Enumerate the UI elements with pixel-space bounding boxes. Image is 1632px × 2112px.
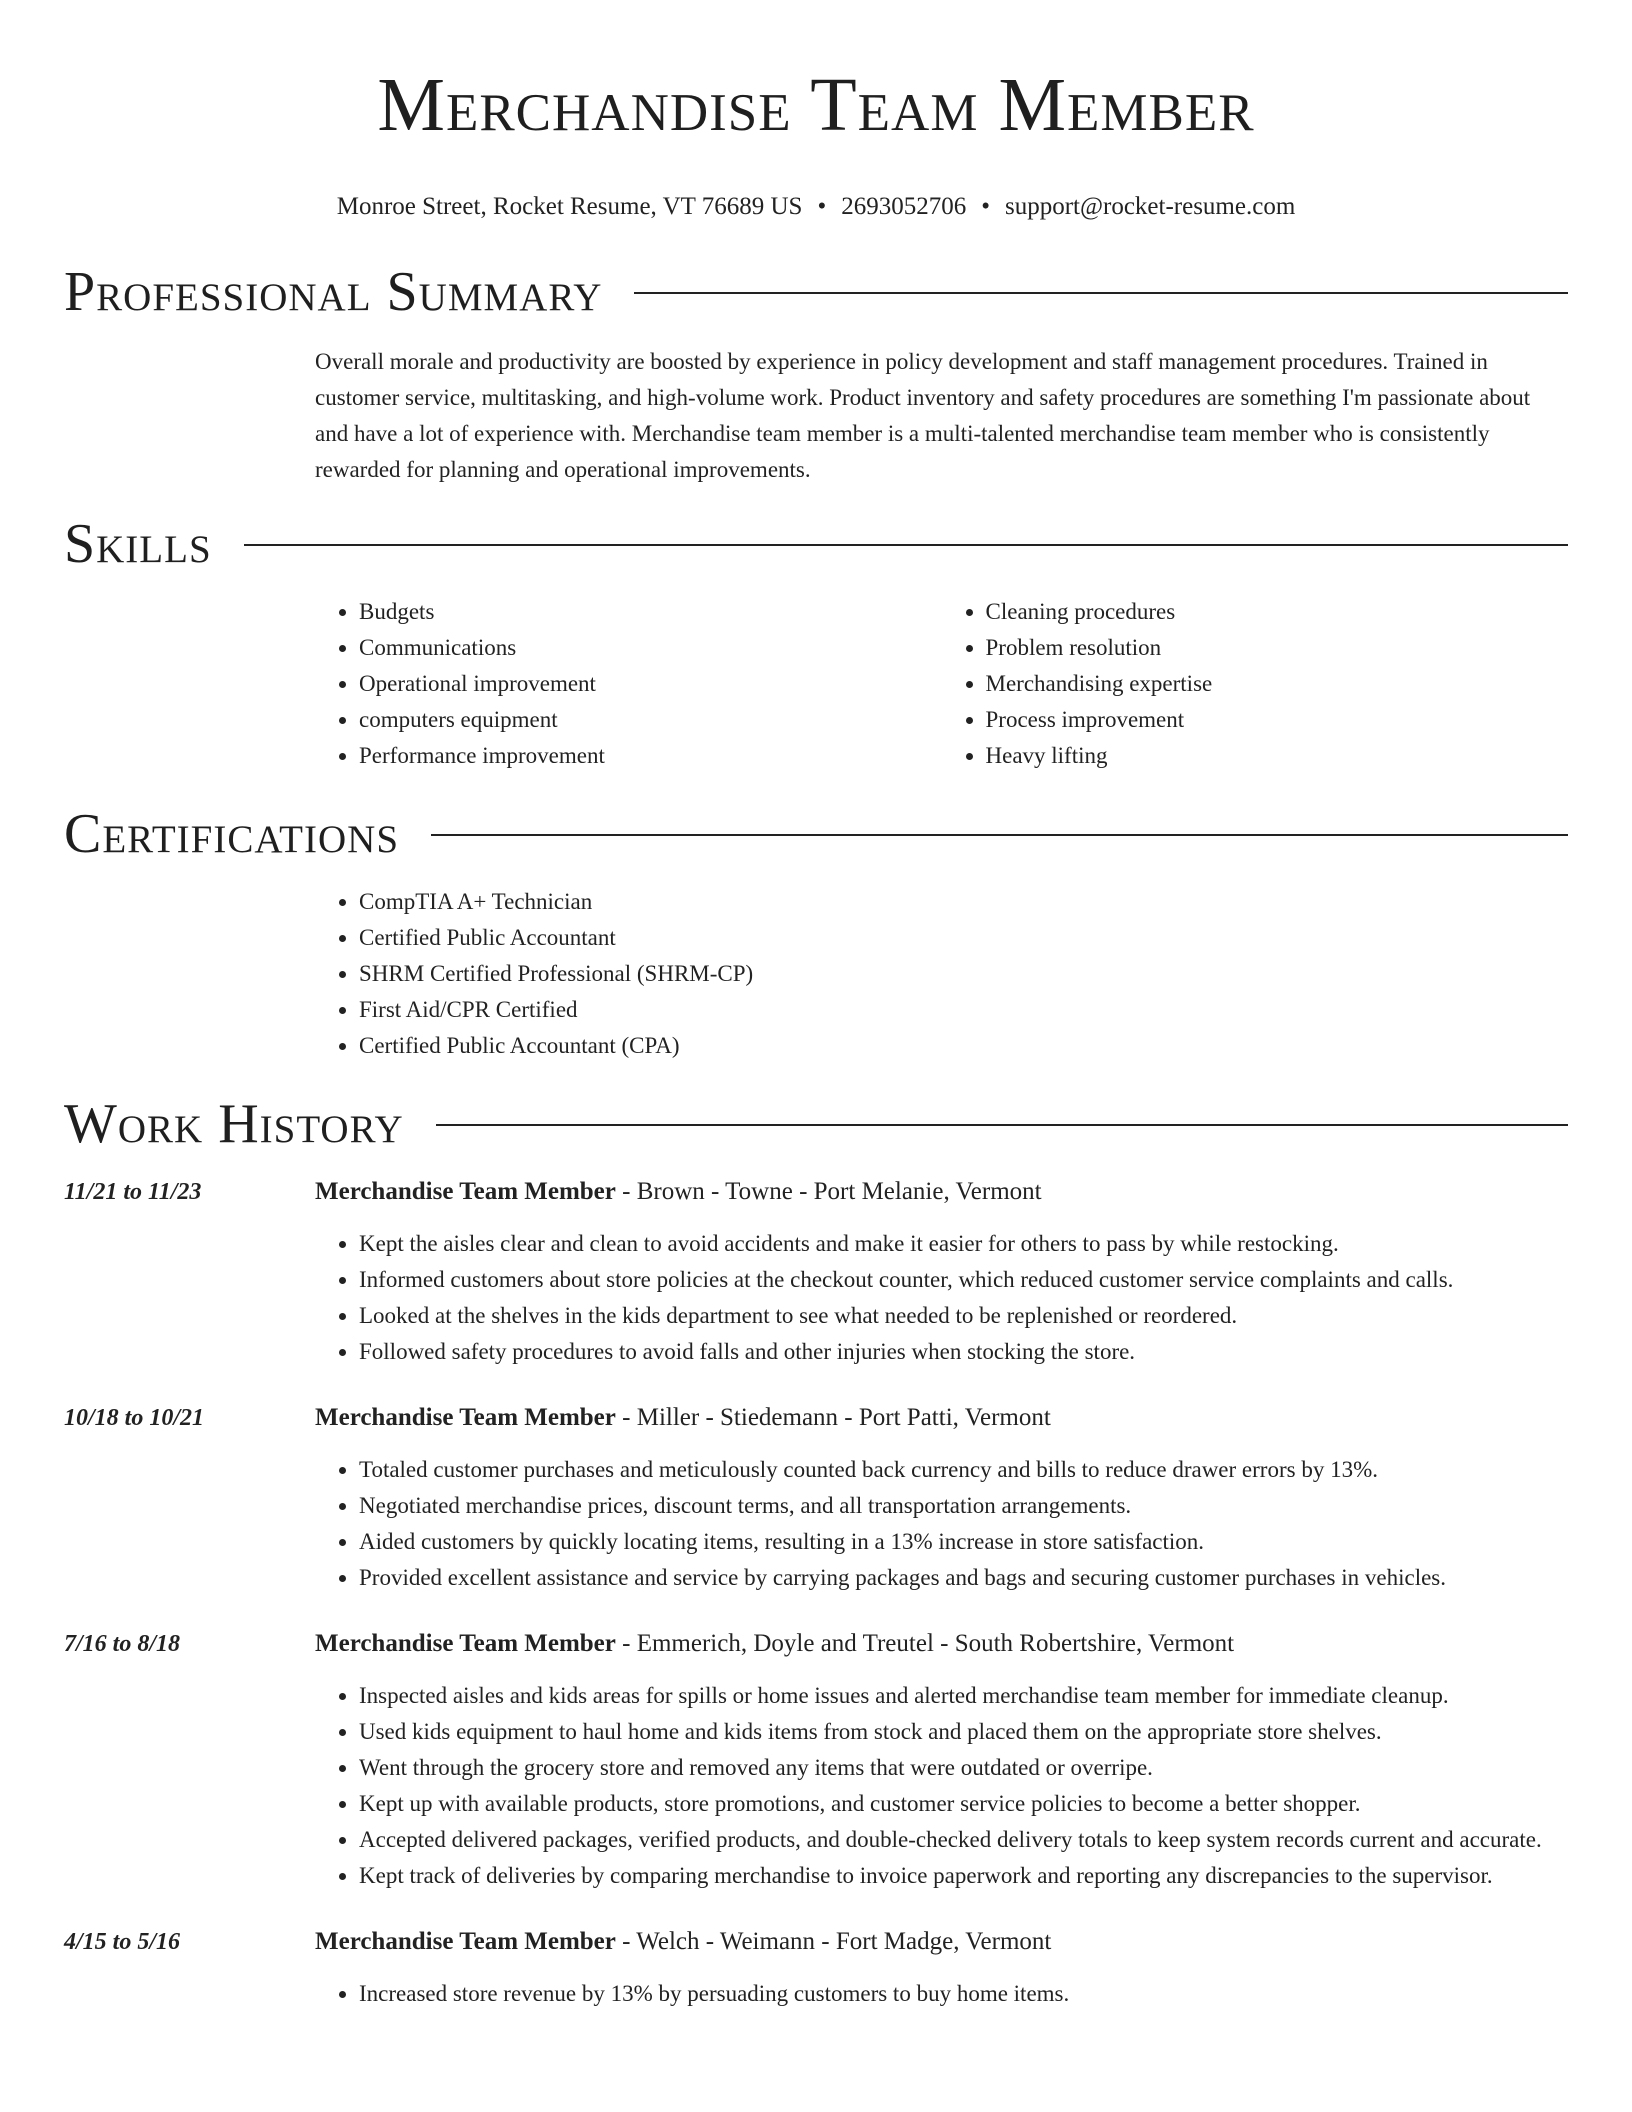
contact-address: Monroe Street, Rocket Resume, VT 76689 US — [336, 193, 803, 220]
job-employer: - Emmerich, Doyle and Treutel - South Robertshire, Vermont — [615, 1630, 1235, 1657]
job-bullet: • Inspected aisles and kids areas for spills or home issues and alerted merchandise team member for immediate cleanup. — [359, 1678, 1568, 1714]
job-role: Merchandise Team Member — [315, 1928, 616, 1955]
contact-phone: 2693052706 — [841, 193, 967, 220]
job-bullet: • Accepted delivered packages, verified products, and double-checked delivery totals to keep system records current and accurate. — [359, 1822, 1568, 1858]
skill-item: • Budgets — [359, 594, 942, 630]
certification-item: • First Aid/CPR Certified — [359, 992, 1568, 1028]
skills-heading: Skills — [64, 513, 212, 575]
job-bullets — [315, 1976, 1568, 2012]
job-dates: 11/21 to 11/23 — [64, 1179, 202, 1205]
job-bullet: • Looked at the shelves in the kids department to see what needed to be replenished or reordered. — [359, 1298, 1568, 1334]
job-bullet: • Followed safety procedures to avoid falls and other injuries when stocking the store. — [359, 1334, 1568, 1370]
job-role: Merchandise Team Member — [315, 1178, 616, 1205]
job-role: Merchandise Team Member — [315, 1404, 616, 1431]
job-heading — [315, 1626, 1568, 1662]
job-dates: 4/15 to 5/16 — [64, 1929, 181, 1955]
job-employer: - Miller - Stiedemann - Port Patti, Vermont — [615, 1404, 1051, 1431]
summary-heading: Professional Summary — [64, 261, 603, 323]
section-divider — [244, 544, 1568, 546]
job-entry — [64, 1174, 1568, 1370]
skills-list — [315, 594, 1568, 774]
work-heading: Work History — [64, 1093, 404, 1155]
skill-item: • Process improvement — [986, 702, 1569, 738]
bullet-separator: • — [981, 193, 990, 220]
certification-item: • SHRM Certified Professional (SHRM-CP) — [359, 956, 1568, 992]
skill-item: • Operational improvement — [359, 666, 942, 702]
certification-item: • CompTIA A+ Technician — [359, 884, 1568, 920]
job-entry — [64, 1400, 1568, 1596]
job-bullets — [315, 1226, 1568, 1370]
bullet-separator: • — [817, 193, 827, 220]
job-bullet: • Kept up with available products, store promotions, and customer service policies to become a better shopper. — [359, 1786, 1568, 1822]
skills-column-left — [315, 594, 942, 774]
job-bullets — [315, 1452, 1568, 1596]
job-heading — [315, 1924, 1568, 1960]
job-bullet: • Kept the aisles clear and clean to avoid accidents and make it easier for others to pass by while restocking. — [359, 1226, 1568, 1262]
skill-item: • Merchandising expertise — [986, 666, 1569, 702]
job-employer: - Brown - Towne - Port Melanie, Vermont — [615, 1178, 1042, 1205]
certifications-heading: Certifications — [64, 803, 400, 865]
skill-item: • Performance improvement — [359, 738, 942, 774]
summary-section-header — [64, 262, 1568, 322]
skill-item: • Communications — [359, 630, 942, 666]
skills-column-right — [942, 594, 1569, 774]
contact-line — [64, 192, 1568, 222]
resume-title: Merchandise Team Member — [377, 63, 1255, 147]
skills-section-header — [64, 514, 1568, 574]
certification-item: • Certified Public Accountant (CPA) — [359, 1028, 1568, 1064]
section-divider — [634, 292, 1568, 294]
job-bullet: • Kept track of deliveries by comparing merchandise to invoice paperwork and reporting any discrepancies to the supervisor. — [359, 1858, 1568, 1894]
job-bullet: • Increased store revenue by 13% by persuading customers to buy home items. — [359, 1976, 1568, 2012]
job-bullet: • Informed customers about store policies at the checkout counter, which reduced customer service complaints and calls. — [359, 1262, 1568, 1298]
job-employer: - Welch - Weimann - Fort Madge, Vermont — [615, 1928, 1052, 1955]
summary-text: Overall morale and productivity are boosted by experience in policy development and staff management procedures. Trained in customer service, multitasking, and high-volume work. Product inventory and safety procedures are something I'm passionate about and have a lot of experience with. Merchandise team member is a multi-talented merchandise team member who is consistently rewarded for planning and operational improvements. — [315, 349, 1531, 482]
job-entry — [64, 1924, 1568, 2012]
job-bullet: • Used kids equipment to haul home and kids items from stock and placed them on the appropriate store shelves. — [359, 1714, 1568, 1750]
skill-item: • Problem resolution — [986, 630, 1569, 666]
skill-item: • Heavy lifting — [986, 738, 1569, 774]
contact-email: support@rocket-resume.com — [1004, 193, 1296, 220]
job-bullet: • Went through the grocery store and removed any items that were outdated or overripe. — [359, 1750, 1568, 1786]
job-bullet: • Aided customers by quickly locating items, resulting in a 13% increase in store satisfaction. — [359, 1524, 1568, 1560]
job-bullet: • Negotiated merchandise prices, discount terms, and all transportation arrangements. — [359, 1488, 1568, 1524]
job-dates: 10/18 to 10/21 — [64, 1405, 205, 1431]
section-divider — [436, 1124, 1568, 1126]
certifications-list — [315, 884, 1568, 1064]
job-dates: 7/16 to 8/18 — [64, 1631, 181, 1657]
certifications-section-header — [64, 804, 1568, 864]
skill-item: • Cleaning procedures — [986, 594, 1569, 630]
section-divider — [431, 834, 1568, 836]
job-entry — [64, 1626, 1568, 1894]
job-role: Merchandise Team Member — [315, 1630, 616, 1657]
skill-item: • computers equipment — [359, 702, 942, 738]
job-bullet: • Provided excellent assistance and service by carrying packages and bags and securing customer purchases in vehicles. — [359, 1560, 1568, 1596]
job-bullet: • Totaled customer purchases and meticulously counted back currency and bills to reduce drawer errors by 13%. — [359, 1452, 1568, 1488]
certification-item: • Certified Public Accountant — [359, 920, 1568, 956]
job-heading — [315, 1174, 1568, 1210]
job-bullets — [315, 1678, 1568, 1894]
job-heading — [315, 1400, 1568, 1436]
work-section-header — [64, 1094, 1568, 1154]
